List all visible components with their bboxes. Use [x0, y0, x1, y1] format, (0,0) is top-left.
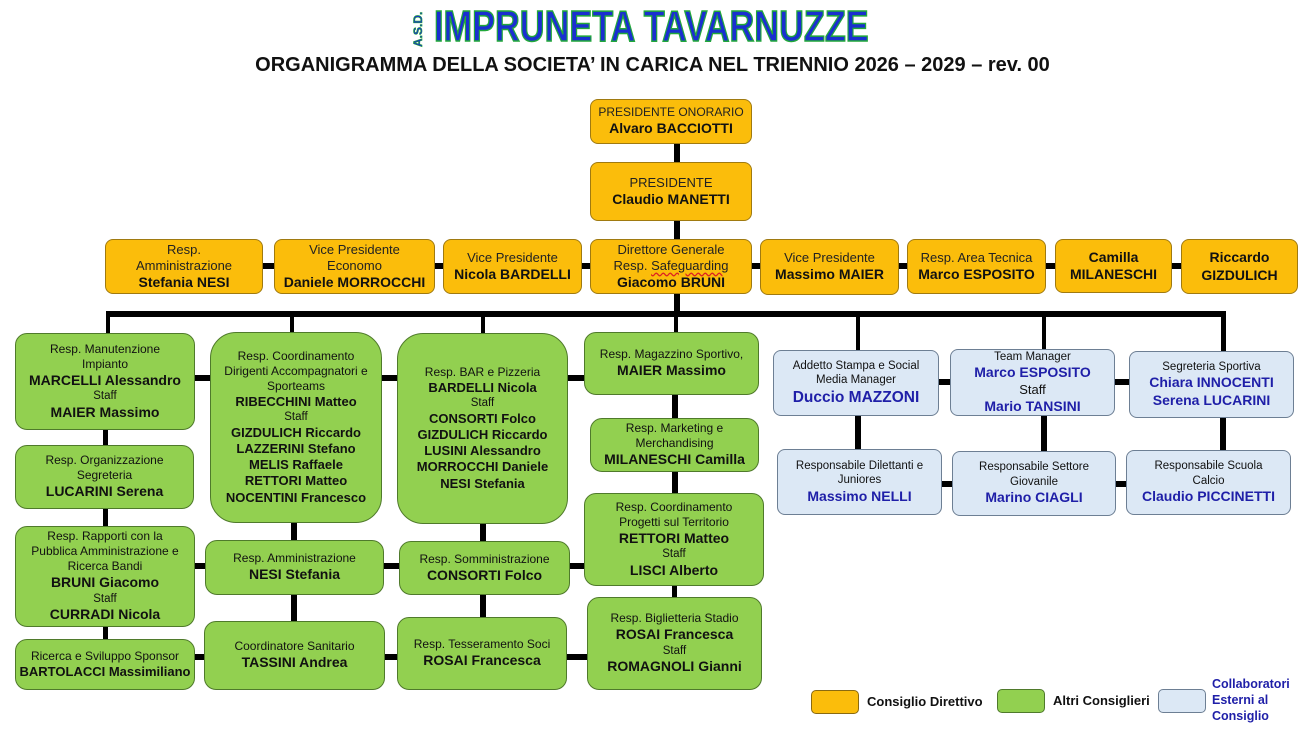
connector-line	[674, 311, 678, 333]
person-name: Massimo MAIER	[775, 266, 884, 283]
staff-name: MORROCCHI Daniele	[416, 459, 549, 475]
box-resp-scuola-calcio[interactable]	[1126, 450, 1291, 515]
role-label: Vice Presidente	[784, 250, 875, 266]
role-label: Segreteria Sportiva	[1162, 360, 1261, 373]
role-label: Resp. BAR e Pizzeria	[424, 365, 541, 380]
staff-name: CURRADI Nicola	[49, 606, 161, 623]
box-resp-dilettanti-juniores[interactable]	[777, 449, 942, 515]
staff-label: Staff	[93, 592, 117, 605]
role-label: Resp. Amministrazione	[233, 551, 356, 566]
connector-line	[674, 144, 680, 162]
role-label: Resp. Somministrazione	[419, 551, 550, 566]
connector-line	[103, 509, 108, 526]
role-label: Ricerca e Sviluppo Sponsor	[30, 648, 180, 663]
connector-line	[103, 627, 108, 639]
person-name: BARTOLACCI Massimiliano	[19, 663, 191, 679]
staff-name: CONSORTI Folco	[429, 410, 536, 426]
person-name: Duccio MAZZONI	[792, 388, 920, 406]
box-direttore-generale[interactable]	[590, 239, 752, 294]
person-name: Marco ESPOSITO	[974, 364, 1091, 381]
person-name: CONSORTI Folco	[426, 566, 543, 583]
box-team-manager[interactable]	[950, 349, 1115, 416]
connector-line	[481, 311, 485, 333]
role-label: Coordinatore Sanitario	[234, 639, 355, 654]
role-label: Direttore Generale	[617, 241, 725, 257]
connector-line	[855, 416, 861, 449]
box-resp-amministrazione-direttivo[interactable]	[105, 239, 263, 294]
staff-name: NESI Stefania	[440, 475, 525, 491]
box-coordinatore-sanitario[interactable]	[204, 621, 385, 690]
connector-line	[480, 524, 486, 541]
connector-line	[103, 430, 108, 445]
staff-label: Staff	[662, 644, 687, 657]
person-name: MILANESCHI	[1069, 266, 1158, 282]
staff-name: LISCI Alberto	[629, 561, 719, 578]
box-resp-rapporti-pa[interactable]	[15, 526, 195, 627]
person-name: Giacomo BRUNI	[616, 274, 726, 290]
connector-line	[570, 563, 584, 569]
person-name: Camilla	[1088, 248, 1139, 265]
person-name: Massimo NELLI	[807, 487, 912, 504]
box-ricerca-sponsor[interactable]	[15, 639, 195, 690]
staff-label: Staff	[470, 397, 495, 410]
club-name: IMPRUNETA TAVARNUZZE	[434, 2, 869, 51]
connector-line	[939, 379, 950, 385]
connector-line	[1115, 379, 1129, 385]
staff-label: Staff	[662, 548, 686, 561]
box-segreteria-sportiva[interactable]	[1129, 351, 1294, 418]
legend-label-consiglio-direttivo: Consiglio Direttivo	[867, 694, 983, 709]
connector-line	[942, 481, 952, 487]
role-label: Resp. Organizzazione Segreteria	[45, 453, 164, 483]
box-resp-magazzino[interactable]	[584, 332, 759, 395]
role-label: Resp. Coordinamento Dirigenti Accompagnatori e Sporteams	[224, 349, 368, 394]
person-name: Claudio PICCINETTI	[1142, 488, 1275, 505]
connector-line	[856, 311, 860, 351]
person-name: MAIER Massimo	[617, 362, 726, 379]
staff-name: ROMAGNOLI Gianni	[607, 658, 742, 675]
connector-line	[291, 523, 297, 540]
person-name: Riccardo	[1209, 249, 1270, 265]
connector-line	[1041, 416, 1047, 451]
role-label: Team Manager	[994, 350, 1071, 363]
person-name: LUCARINI Serena	[45, 483, 164, 500]
legend-label-collaboratori-esterni: Collaboratori Esterni al Consiglio	[1212, 677, 1290, 723]
person-name: GIZDULICH	[1201, 266, 1278, 283]
connector-line	[384, 563, 400, 569]
staff-label: Staff	[284, 411, 308, 424]
legend-swatch-consiglio-direttivo	[811, 690, 859, 714]
role-label: Vice Presidente Economo	[309, 241, 400, 273]
person-name: MILANESCHI Camilla	[604, 451, 745, 468]
connector-bus	[106, 311, 1226, 317]
connector-line	[291, 595, 297, 621]
connector-line	[480, 595, 486, 617]
box-resp-tesseramento-soci[interactable]	[397, 617, 567, 690]
role-label: Resp. Tesseramento Soci	[413, 637, 551, 652]
box-resp-coordinamento-dirigenti[interactable]	[210, 332, 382, 523]
box-resp-somministrazione[interactable]	[399, 541, 570, 595]
box-gizdulich[interactable]	[1181, 239, 1298, 294]
box-resp-settore-giovanile[interactable]	[952, 451, 1116, 516]
person-name: Marino CIAGLI	[985, 489, 1083, 506]
person-name: Stefania NESI	[138, 274, 230, 290]
connector-line	[672, 586, 677, 597]
page-title: ORGANIGRAMMA DELLA SOCIETA’ IN CARICA NEL TRIENNIO 2026 – 2029 – rev. 00	[255, 54, 1050, 76]
legend-swatch-collaboratori-esterni	[1158, 689, 1206, 713]
box-presidente-onorario[interactable]	[590, 99, 752, 144]
role-label: Responsabile Scuola Calcio	[1154, 460, 1263, 487]
legend-swatch-altri-consiglieri	[997, 689, 1045, 713]
box-resp-biglietteria[interactable]	[587, 597, 762, 690]
role-label: Responsabile Dilettanti e Juniores	[795, 459, 924, 487]
box-resp-bar-pizzeria[interactable]	[397, 333, 568, 524]
connector-line	[263, 263, 274, 269]
person-name: Daniele MORROCCHI	[283, 274, 426, 290]
connector-line	[568, 375, 584, 381]
staff-name: Mario TANSINI	[984, 397, 1081, 414]
person-name: TASSINI Andrea	[241, 654, 348, 671]
connector-line	[1116, 481, 1126, 487]
connector-line	[1221, 311, 1226, 351]
staff-name: GIZDULICH Riccardo	[230, 424, 361, 440]
role-label: Resp. Amministrazione	[135, 241, 233, 273]
connector-line	[1220, 418, 1226, 450]
connector-line	[382, 375, 397, 381]
person-name: MARCELLI Alessandro	[29, 371, 181, 388]
person-name: NESI Stefania	[248, 566, 341, 583]
connector-line	[674, 221, 680, 239]
box-resp-area-tecnica[interactable]	[907, 239, 1046, 294]
role-prefix: Resp.	[613, 257, 652, 273]
box-milaneschi[interactable]	[1055, 239, 1172, 293]
connector-line	[385, 654, 397, 660]
box-resp-organizzazione-segreteria[interactable]	[15, 445, 194, 509]
person-name: RIBECCHINI Matteo	[235, 394, 357, 410]
role-label: Vice Presidente	[467, 249, 558, 265]
box-presidente[interactable]	[590, 162, 752, 221]
role-label: Resp. Magazzino Sportivo,	[599, 347, 744, 362]
asd-label: A.S.D.	[411, 11, 425, 47]
staff-label: Staff	[1019, 381, 1046, 397]
person-name: Chiara INNOCENTI	[1149, 374, 1274, 391]
connector-line	[672, 395, 678, 418]
person-name: Serena LUCARINI	[1152, 391, 1271, 408]
role-label: Addetto Stampa e Social Media Manager	[792, 359, 920, 387]
legend-label-altri-consiglieri: Altri Consiglieri	[1053, 693, 1150, 708]
connector-line	[290, 311, 294, 333]
staff-label: Staff	[93, 390, 117, 403]
role-label: Resp. Area Tecnica	[920, 249, 1033, 265]
role-label: PRESIDENTE	[629, 174, 713, 190]
role-label: Resp. Manutenzione Impianto	[49, 341, 161, 371]
staff-name: MELIS Raffaele	[249, 457, 343, 473]
role-safeguarding: Safeguarding	[651, 257, 729, 273]
box-resp-manutenzione[interactable]	[15, 333, 195, 430]
role-label: Resp. Marketing e Merchandising	[625, 421, 724, 451]
box-vice-presidente-economo[interactable]	[274, 239, 435, 294]
connector-line	[1172, 263, 1181, 269]
staff-name: RETTORI Matteo	[244, 473, 348, 489]
staff-name: GIZDULICH Riccardo	[417, 426, 548, 442]
connector-line	[194, 563, 205, 569]
box-vice-presidente-bardelli[interactable]	[443, 239, 582, 294]
connector-line	[106, 311, 110, 333]
box-resp-progetti-territorio[interactable]	[584, 493, 764, 586]
person-name: ROSAI Francesca	[423, 652, 541, 669]
person-name: Marco ESPOSITO	[918, 265, 1035, 282]
box-resp-marketing[interactable]	[590, 418, 759, 472]
connector-line	[195, 375, 210, 381]
person-name: Nicola BARDELLI	[454, 265, 571, 282]
role-label: Resp. Rapporti con la Pubblica Amministrazione e Ricerca Bandi	[31, 529, 179, 574]
staff-name: MAIER Massimo	[50, 403, 160, 420]
connector-line	[567, 654, 587, 660]
person-name: RETTORI Matteo	[618, 529, 730, 546]
role-label: PRESIDENTE ONORARIO	[598, 105, 744, 120]
role-label: Resp. Biglietteria Stadio	[610, 611, 739, 626]
person-name: ROSAI Francesca	[615, 626, 734, 643]
role-label: Responsabile Settore Giovanile	[979, 461, 1089, 488]
connector-line	[672, 472, 678, 493]
connector-line	[1042, 311, 1046, 351]
person-name: BARDELLI Nicola	[428, 380, 537, 396]
box-vice-presidente-maier[interactable]	[760, 239, 899, 295]
box-addetto-stampa[interactable]	[773, 350, 939, 416]
staff-name: NOCENTINI Francesco	[225, 489, 367, 505]
staff-name: LUSINI Alessandro	[424, 443, 541, 459]
person-name: BRUNI Giacomo	[50, 574, 160, 591]
person-name: Claudio MANETTI	[612, 190, 730, 207]
role-label	[614, 258, 729, 274]
role-label: Resp. Coordinamento Progetti sul Territorio	[615, 499, 733, 529]
person-name: Alvaro BACCIOTTI	[609, 120, 733, 137]
box-resp-amministrazione[interactable]	[205, 540, 384, 595]
staff-name: LAZZERINI Stefano	[236, 440, 356, 456]
